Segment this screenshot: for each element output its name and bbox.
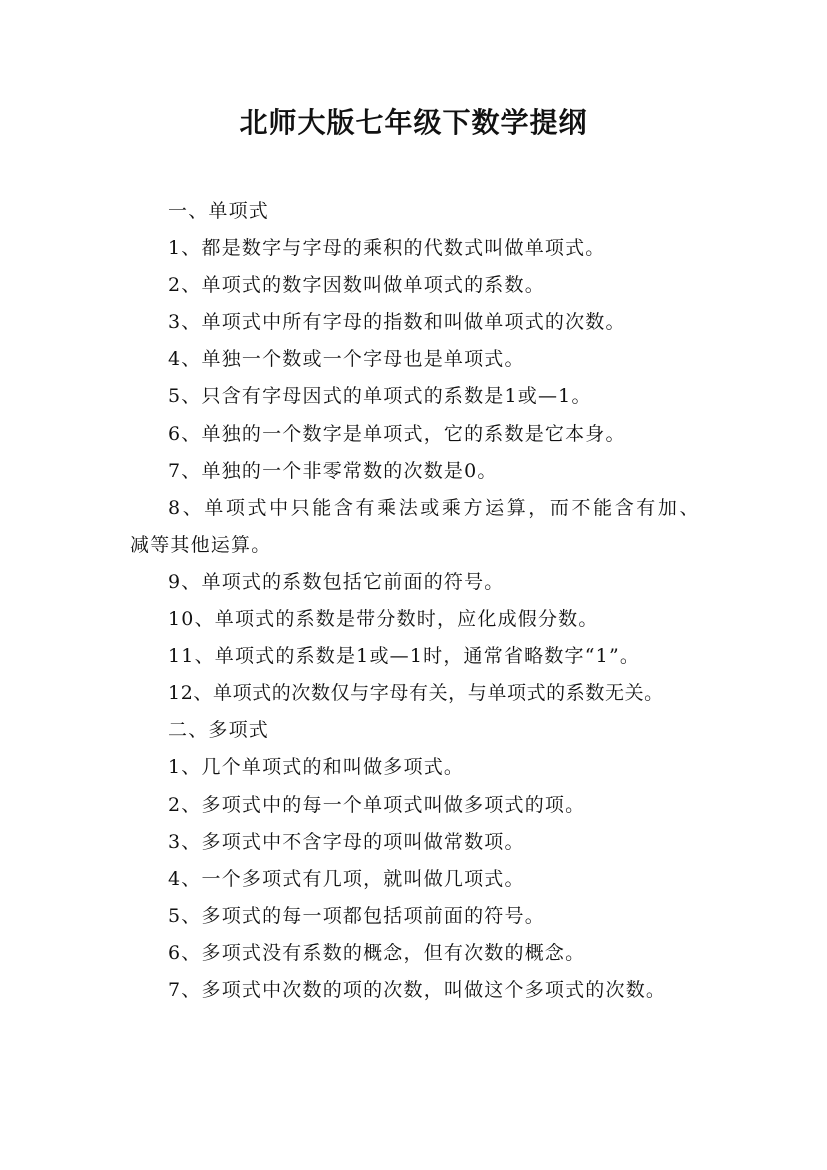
outline-line: 1、都是数字与字母的乘积的代数式叫做单项式。 <box>168 237 606 260</box>
outline-line: 6、单独的一个数字是单项式，它的系数是它本身。 <box>168 422 626 445</box>
outline-line: 9、单项式的系数包括它前面的符号。 <box>168 570 505 593</box>
outline-line: 3、多项式中不含字母的项叫做常数项。 <box>168 830 525 853</box>
outline-line: 6、多项式没有系数的概念，但有次数的概念。 <box>168 941 586 964</box>
outline-line: 1、几个单项式的和叫做多项式。 <box>168 756 465 779</box>
section-heading-monomial: 一、单项式 <box>168 200 270 222</box>
outline-line: 2、多项式中的每一个单项式叫做多项式的项。 <box>168 793 586 816</box>
outline-line: 10、单项式的系数是带分数时，应化成假分数。 <box>168 608 599 631</box>
outline-line-continuation: 减等其他运算。 <box>130 533 272 556</box>
outline-line: 11、单项式的系数是1或—1时，通常省略数字“1”。 <box>168 645 641 668</box>
outline-line: 8、单项式中只能含有乘法或乘方运算，而不能含有加、 <box>168 496 702 519</box>
outline-line: 12、单项式的次数仅与字母有关，与单项式的系数无关。 <box>168 682 664 705</box>
outline-line: 5、多项式的每一项都包括项前面的符号。 <box>168 904 545 927</box>
outline-line: 5、只含有字母因式的单项式的系数是1或—1。 <box>168 385 592 408</box>
outline-line: 2、单项式的数字因数叫做单项式的系数。 <box>168 274 545 297</box>
outline-body <box>130 193 720 1009</box>
section-heading-polynomial: 二、多项式 <box>168 719 270 742</box>
outline-line: 4、单独一个数或一个字母也是单项式。 <box>168 348 525 371</box>
outline-line: 3、单项式中所有字母的指数和叫做单项式的次数。 <box>168 311 626 334</box>
outline-line: 4、一个多项式有几项，就叫做几项式。 <box>168 867 525 890</box>
outline-line: 7、单独的一个非零常数的次数是0。 <box>168 459 498 482</box>
page-title: 北师大版七年级下数学提纲 <box>239 106 588 139</box>
outline-line: 7、多项式中次数的项的次数，叫做这个多项式的次数。 <box>168 978 667 1001</box>
